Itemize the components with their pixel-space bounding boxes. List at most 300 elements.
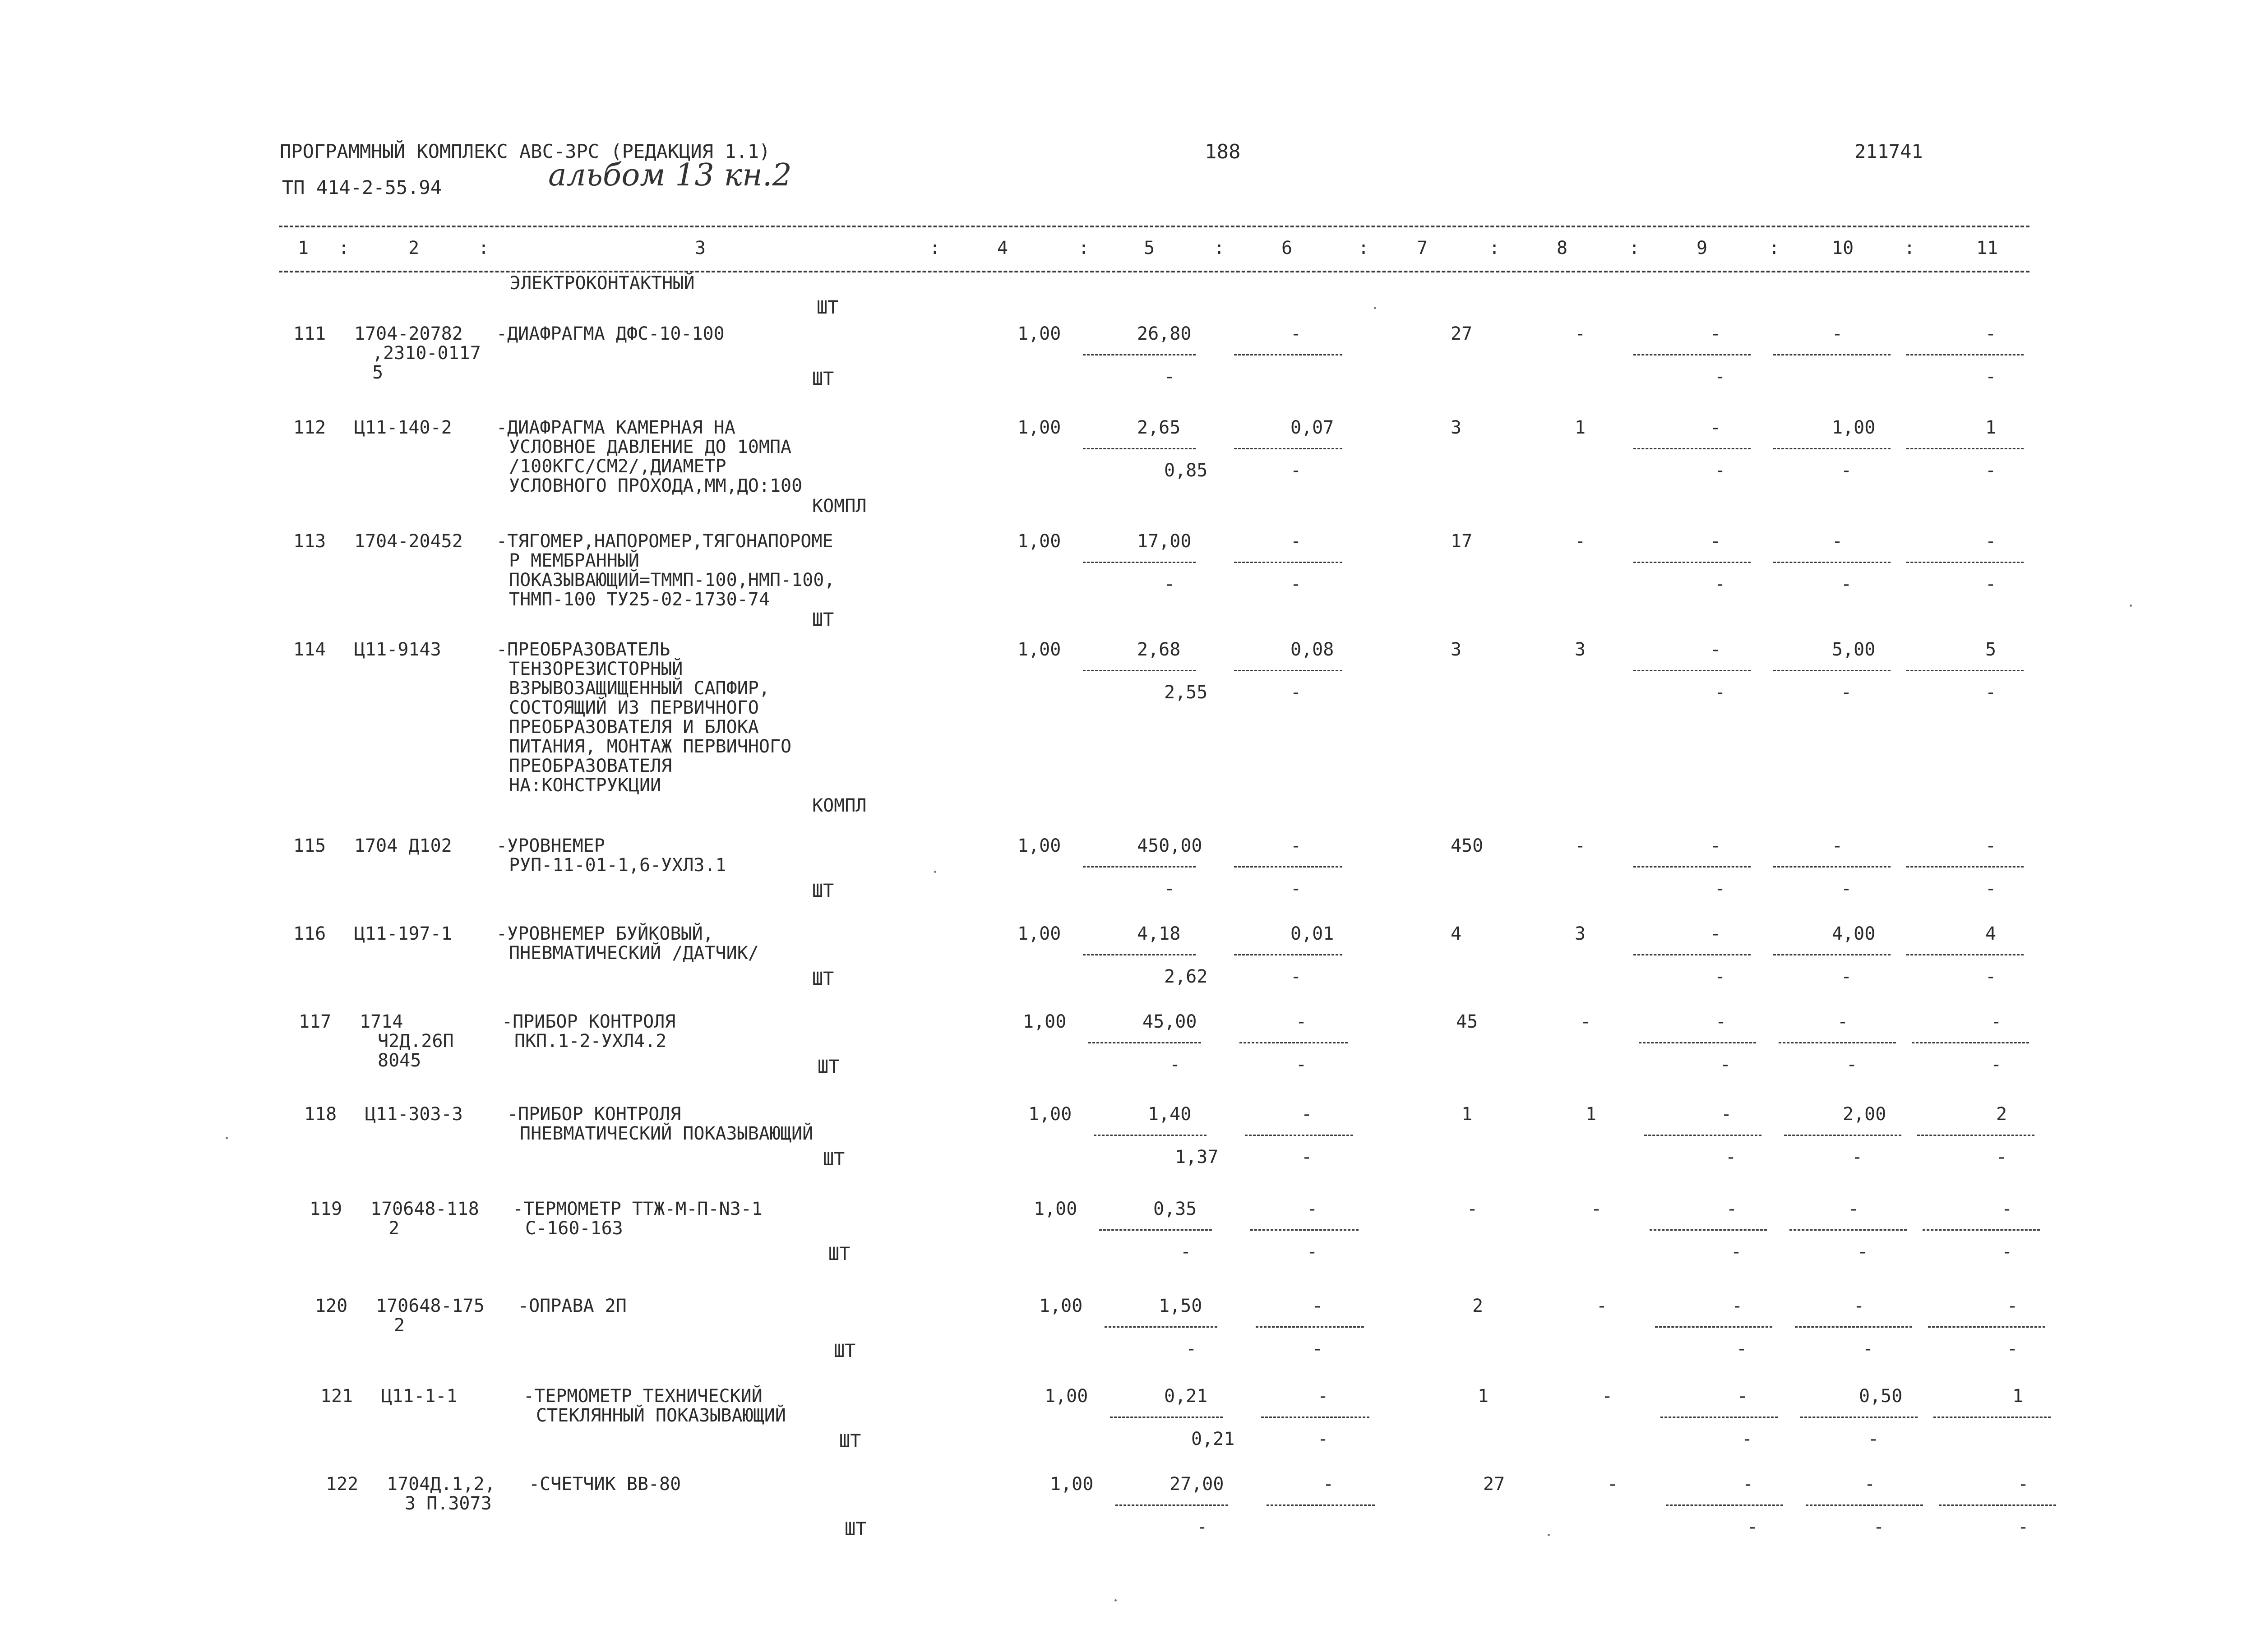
col9-secondary: - bbox=[1736, 1338, 1747, 1359]
col5-underline bbox=[1083, 448, 1196, 449]
row-number: 116 bbox=[293, 923, 326, 944]
col11-secondary: - bbox=[2007, 1338, 2018, 1359]
col9-secondary: - bbox=[1715, 366, 1726, 387]
col8-value: - bbox=[1575, 323, 1586, 344]
unit-of-measure: ШТ bbox=[845, 1519, 867, 1540]
col10-secondary: - bbox=[1852, 1147, 1863, 1167]
col10-value: - bbox=[1848, 1199, 1859, 1219]
resource-code: Ц11-1-1 bbox=[381, 1386, 458, 1407]
col5-unit-cost: 2,65 bbox=[1137, 417, 1181, 438]
col11-underline bbox=[1906, 354, 2024, 355]
resource-code: Ц11-140-2 bbox=[354, 417, 452, 438]
col5-unit-cost: 17,00 bbox=[1137, 531, 1192, 552]
col4-quantity: 1,00 bbox=[1017, 531, 1061, 552]
item-description: -ТЕРМОМЕТР ТТЖ-М-П-N3-1 bbox=[513, 1199, 763, 1219]
col6-cost-part: - bbox=[1290, 531, 1302, 552]
col8-value: 3 bbox=[1575, 639, 1586, 660]
col5-secondary: 2,55 bbox=[1164, 682, 1208, 703]
col10-value: - bbox=[1864, 1474, 1876, 1495]
row-number: 122 bbox=[326, 1474, 359, 1495]
col8-value: 1 bbox=[1575, 417, 1586, 438]
col6-underline bbox=[1256, 1326, 1364, 1328]
col11-secondary: - bbox=[1985, 682, 1997, 703]
col11-secondary: - bbox=[1985, 966, 1997, 987]
resource-code: 5 bbox=[372, 362, 384, 383]
column-separator: : bbox=[1358, 238, 1369, 258]
col6-underline bbox=[1245, 1135, 1353, 1136]
row-number: 115 bbox=[293, 835, 326, 856]
col5-underline bbox=[1105, 1326, 1217, 1328]
resource-code: ,2310-0117 bbox=[372, 343, 481, 364]
col7-total: 45 bbox=[1456, 1011, 1478, 1032]
unit-of-measure: КОМПЛ bbox=[812, 795, 867, 816]
column-header-11: 11 bbox=[1976, 238, 1998, 258]
item-description: Р МЕМБРАННЫЙ bbox=[509, 550, 639, 571]
resource-code: 1704 Д102 bbox=[354, 835, 452, 856]
col8-value: 3 bbox=[1575, 923, 1586, 944]
col8-value: - bbox=[1607, 1474, 1618, 1495]
col10-value: 5,00 bbox=[1832, 639, 1876, 660]
col9-secondary: - bbox=[1747, 1517, 1758, 1537]
col9-secondary: - bbox=[1715, 574, 1726, 595]
column-header-9: 9 bbox=[1697, 238, 1708, 258]
col11-secondary: - bbox=[1985, 878, 1997, 899]
unit-of-measure: ШТ bbox=[812, 881, 834, 901]
item-description: ПРЕОБРАЗОВАТЕЛЯ И БЛОКА bbox=[509, 717, 759, 738]
col10-underline bbox=[1773, 448, 1891, 449]
col8-value: - bbox=[1602, 1386, 1613, 1407]
handwritten-note: альбом 13 кн.2 bbox=[548, 157, 792, 193]
col10-secondary: - bbox=[1841, 460, 1852, 481]
resource-code: 170648-175 bbox=[376, 1296, 485, 1316]
col9-underline bbox=[1655, 1326, 1772, 1328]
col9-value: - bbox=[1710, 639, 1721, 660]
column-header-6: 6 bbox=[1281, 238, 1293, 258]
col9-value: - bbox=[1743, 1474, 1754, 1495]
col6-secondary: - bbox=[1290, 682, 1302, 703]
col6-cost-part: 0,07 bbox=[1290, 417, 1334, 438]
col11-underline bbox=[1928, 1326, 2045, 1328]
col10-underline bbox=[1795, 1326, 1912, 1328]
col6-cost-part: - bbox=[1307, 1199, 1318, 1219]
col9-secondary: - bbox=[1731, 1241, 1742, 1262]
col10-secondary: - bbox=[1863, 1338, 1874, 1359]
col9-secondary: - bbox=[1715, 682, 1726, 703]
col5-unit-cost: 0,21 bbox=[1164, 1386, 1208, 1407]
col6-secondary: - bbox=[1318, 1429, 1329, 1449]
col10-secondary: - bbox=[1841, 682, 1852, 703]
resource-code: 2 bbox=[394, 1315, 405, 1336]
col10-value: - bbox=[1837, 1011, 1849, 1032]
col7-total: 3 bbox=[1451, 639, 1462, 660]
item-description: ТНМП-100 ТУ25-02-1730-74 bbox=[509, 589, 770, 610]
col10-secondary: - bbox=[1846, 1054, 1858, 1075]
unit-of-measure: ШТ bbox=[834, 1341, 856, 1361]
col10-underline bbox=[1779, 1042, 1896, 1043]
unit-of-measure: КОМПЛ bbox=[812, 496, 867, 517]
col6-cost-part: 0,08 bbox=[1290, 639, 1334, 660]
item-description: -СЧЕТЧИК ВВ-80 bbox=[529, 1474, 681, 1495]
col6-underline bbox=[1234, 866, 1342, 868]
col9-value: - bbox=[1710, 323, 1721, 344]
col4-quantity: 1,00 bbox=[1017, 639, 1061, 660]
col5-secondary: 0,85 bbox=[1164, 460, 1208, 481]
col6-underline bbox=[1250, 1229, 1359, 1231]
col5-secondary: - bbox=[1180, 1241, 1192, 1262]
col4-quantity: 1,00 bbox=[1017, 923, 1061, 944]
col7-total: 4 bbox=[1451, 923, 1462, 944]
col11-underline bbox=[1906, 954, 2024, 955]
col5-secondary: - bbox=[1186, 1338, 1197, 1359]
col6-underline bbox=[1234, 354, 1342, 355]
col4-quantity: 1,00 bbox=[1045, 1386, 1088, 1407]
col9-underline bbox=[1633, 354, 1751, 355]
col4-quantity: 1,00 bbox=[1039, 1296, 1083, 1316]
col10-value: - bbox=[1832, 531, 1843, 552]
resource-code: 2 bbox=[388, 1218, 400, 1239]
row-number: 113 bbox=[293, 531, 326, 552]
column-separator: : bbox=[478, 238, 490, 258]
resource-code: 1704Д.1,2, bbox=[387, 1474, 495, 1495]
resource-code: Ц11-303-3 bbox=[365, 1104, 463, 1125]
col10-secondary: - bbox=[1841, 966, 1852, 987]
col10-underline bbox=[1789, 1229, 1907, 1231]
col9-value: - bbox=[1710, 417, 1721, 438]
col6-secondary: - bbox=[1290, 878, 1302, 899]
col4-quantity: 1,00 bbox=[1017, 323, 1061, 344]
col9-underline bbox=[1666, 1504, 1783, 1506]
col5-underline bbox=[1083, 562, 1196, 563]
col6-cost-part: - bbox=[1312, 1296, 1323, 1316]
item-description: СТЕКЛЯННЫЙ ПОКАЗЫВАЮЩИЙ bbox=[536, 1405, 786, 1426]
col10-secondary: - bbox=[1868, 1429, 1879, 1449]
item-description: ПНЕВМАТИЧЕСКИЙ /ДАТЧИК/ bbox=[509, 943, 759, 964]
col9-value: - bbox=[1726, 1199, 1738, 1219]
col11-secondary: - bbox=[2018, 1517, 2029, 1537]
col9-underline bbox=[1633, 562, 1751, 563]
col6-underline bbox=[1234, 670, 1342, 671]
col5-secondary: - bbox=[1197, 1517, 1208, 1537]
col11-underline bbox=[1906, 448, 2024, 449]
col7-total: 3 bbox=[1451, 417, 1462, 438]
item-description: -ПРЕОБРАЗОВАТЕЛЬ bbox=[496, 639, 670, 660]
scan-speck bbox=[934, 871, 936, 873]
column-header-8: 8 bbox=[1557, 238, 1568, 258]
scan-speck bbox=[226, 1137, 228, 1139]
unit-label: ШТ bbox=[817, 297, 839, 318]
col9-underline bbox=[1660, 1417, 1778, 1418]
col9-underline bbox=[1633, 448, 1751, 449]
col6-secondary: - bbox=[1296, 1054, 1307, 1075]
col5-unit-cost: 1,40 bbox=[1148, 1104, 1192, 1125]
col9-value: - bbox=[1737, 1386, 1748, 1407]
col10-value: 0,50 bbox=[1859, 1386, 1903, 1407]
col6-secondary: - bbox=[1290, 574, 1302, 595]
col10-value: 1,00 bbox=[1832, 417, 1876, 438]
col9-secondary: - bbox=[1715, 878, 1726, 899]
col8-value: - bbox=[1575, 835, 1586, 856]
col9-secondary: - bbox=[1725, 1147, 1737, 1167]
col5-unit-cost: 2,68 bbox=[1137, 639, 1181, 660]
row-number: 119 bbox=[310, 1199, 342, 1219]
item-description: ВЗРЫВОЗАЩИЩЕННЫЙ САПФИР, bbox=[509, 678, 770, 699]
item-description: -ДИАФРАГМА КАМЕРНАЯ НА bbox=[496, 417, 735, 438]
row-number: 112 bbox=[293, 417, 326, 438]
col10-secondary: - bbox=[1857, 1241, 1868, 1262]
col6-underline bbox=[1234, 954, 1342, 955]
unit-of-measure: ШТ bbox=[823, 1149, 845, 1170]
col11-value: - bbox=[2007, 1296, 2018, 1316]
col4-quantity: 1,00 bbox=[1050, 1474, 1094, 1495]
column-header-3: 3 bbox=[695, 238, 706, 258]
item-description: -ТЕРМОМЕТР ТЕХНИЧЕСКИЙ bbox=[523, 1386, 763, 1407]
col7-total: 1 bbox=[1461, 1104, 1473, 1125]
col11-underline bbox=[1939, 1504, 2056, 1506]
col11-value: - bbox=[1991, 1011, 2002, 1032]
resource-code: Ч2Д.26П bbox=[378, 1031, 454, 1052]
col11-underline bbox=[1906, 670, 2024, 671]
col11-value: 1 bbox=[2012, 1386, 2024, 1407]
column-header-7: 7 bbox=[1417, 238, 1428, 258]
resource-code: 1704-20782 bbox=[354, 323, 463, 344]
col6-underline bbox=[1234, 448, 1342, 449]
scan-speck bbox=[1548, 1534, 1550, 1536]
col4-quantity: 1,00 bbox=[1023, 1011, 1067, 1032]
col9-value: - bbox=[1710, 531, 1721, 552]
document-number: 211741 bbox=[1854, 140, 1923, 162]
item-description: ТЕНЗОРЕЗИСТОРНЫЙ bbox=[509, 659, 683, 679]
col11-value: - bbox=[1985, 835, 1997, 856]
page-number: 188 bbox=[1205, 140, 1241, 163]
col11-value: - bbox=[2018, 1474, 2029, 1495]
col9-value: - bbox=[1721, 1104, 1732, 1125]
unit-of-measure: ШТ bbox=[818, 1057, 840, 1077]
col9-value: - bbox=[1715, 1011, 1727, 1032]
col6-secondary: - bbox=[1307, 1241, 1318, 1262]
col8-value: - bbox=[1596, 1296, 1608, 1316]
col4-quantity: 1,00 bbox=[1028, 1104, 1072, 1125]
col7-total: 2 bbox=[1472, 1296, 1484, 1316]
column-separator: : bbox=[929, 238, 941, 258]
col6-secondary: - bbox=[1312, 1338, 1323, 1359]
unit-of-measure: ШТ bbox=[812, 969, 834, 989]
scan-speck bbox=[1114, 1599, 1117, 1601]
col10-underline bbox=[1773, 670, 1891, 671]
col5-underline bbox=[1110, 1417, 1223, 1418]
row-number: 118 bbox=[304, 1104, 337, 1125]
col10-underline bbox=[1800, 1417, 1918, 1418]
col11-underline bbox=[1906, 562, 2024, 563]
col10-underline bbox=[1806, 1504, 1923, 1506]
item-description: -ПРИБОР КОНТРОЛЯ bbox=[502, 1011, 676, 1032]
col5-unit-cost: 450,00 bbox=[1137, 835, 1202, 856]
col5-secondary: 2,62 bbox=[1164, 966, 1208, 987]
scan-speck bbox=[1374, 307, 1376, 309]
item-description: ПКП.1-2-УХЛ4.2 bbox=[514, 1031, 667, 1052]
col10-value: 4,00 bbox=[1832, 923, 1876, 944]
col9-value: - bbox=[1710, 835, 1721, 856]
resource-code: 1714 bbox=[360, 1011, 403, 1032]
resource-code: 8045 bbox=[378, 1050, 421, 1071]
column-header-4: 4 bbox=[997, 238, 1008, 258]
program-title: ПРОГРАММНЫЙ КОМПЛЕКС АВС-ЗРС (РЕДАКЦИЯ 1.1) bbox=[280, 140, 771, 162]
col10-underline bbox=[1773, 866, 1891, 868]
col6-secondary: - bbox=[1290, 966, 1302, 987]
column-separator: : bbox=[1078, 238, 1090, 258]
unit-of-measure: ШТ bbox=[828, 1244, 851, 1264]
col6-cost-part: - bbox=[1323, 1474, 1334, 1495]
col9-secondary: - bbox=[1715, 966, 1726, 987]
col6-cost-part: 0,01 bbox=[1290, 923, 1334, 944]
col11-value: 2 bbox=[1996, 1104, 2007, 1125]
scan-speck bbox=[2130, 605, 2132, 607]
item-description: ПНЕВМАТИЧЕСКИЙ ПОКАЗЫВАЮЩИЙ bbox=[520, 1123, 814, 1144]
row-number: 111 bbox=[293, 323, 326, 344]
unit-of-measure: ШТ bbox=[812, 609, 834, 630]
unit-of-measure: ШТ bbox=[812, 369, 834, 389]
col9-secondary: - bbox=[1720, 1054, 1731, 1075]
col10-value: - bbox=[1854, 1296, 1865, 1316]
col7-total: 27 bbox=[1483, 1474, 1505, 1495]
col11-value: 5 bbox=[1985, 639, 1997, 660]
col5-secondary: - bbox=[1164, 878, 1175, 899]
item-description: СОСТОЯЩИЙ ИЗ ПЕРВИЧНОГО bbox=[509, 697, 759, 718]
col6-cost-part: - bbox=[1290, 835, 1302, 856]
col4-quantity: 1,00 bbox=[1017, 835, 1061, 856]
col5-underline bbox=[1094, 1135, 1207, 1136]
col10-value: 2,00 bbox=[1843, 1104, 1886, 1125]
col10-underline bbox=[1773, 954, 1891, 955]
column-header-2: 2 bbox=[408, 238, 420, 258]
col7-total: - bbox=[1467, 1199, 1478, 1219]
col11-secondary: - bbox=[1991, 1054, 2002, 1075]
col5-underline bbox=[1115, 1504, 1228, 1506]
col5-underline bbox=[1083, 354, 1196, 355]
col4-quantity: 1,00 bbox=[1034, 1199, 1077, 1219]
col9-secondary: - bbox=[1715, 460, 1726, 481]
col11-value: - bbox=[1985, 531, 1997, 552]
col7-total: 1 bbox=[1478, 1386, 1489, 1407]
item-description: С-160-163 bbox=[525, 1218, 623, 1239]
col7-total: 17 bbox=[1451, 531, 1473, 552]
col10-underline bbox=[1773, 562, 1891, 563]
row-number: 117 bbox=[299, 1011, 332, 1032]
col9-underline bbox=[1650, 1229, 1767, 1231]
item-description: УСЛОВНОГО ПРОХОДА,ММ,ДО:100 bbox=[509, 475, 803, 496]
col5-secondary: - bbox=[1164, 574, 1175, 595]
col7-total: 450 bbox=[1451, 835, 1484, 856]
column-separator: : bbox=[1214, 238, 1225, 258]
column-separator: : bbox=[1904, 238, 1915, 258]
col11-underline bbox=[1906, 866, 2024, 868]
col8-value: 1 bbox=[1586, 1104, 1597, 1125]
continuation-text: ЭЛЕКТРОКОНТАКТНЫЙ bbox=[510, 273, 695, 294]
col10-secondary: - bbox=[1873, 1517, 1885, 1537]
item-description: -ДИАФРАГМА ДФС-10-100 bbox=[496, 323, 725, 344]
col6-underline bbox=[1239, 1042, 1348, 1043]
item-description: -ОПРАВА 2П bbox=[518, 1296, 627, 1316]
col5-underline bbox=[1083, 866, 1196, 868]
col11-value: 1 bbox=[1985, 417, 1997, 438]
col11-secondary: - bbox=[1996, 1147, 2007, 1167]
col10-value: - bbox=[1832, 835, 1843, 856]
col5-unit-cost: 4,18 bbox=[1137, 923, 1181, 944]
resource-code: Ц11-197-1 bbox=[354, 923, 452, 944]
item-description: -ПРИБОР КОНТРОЛЯ bbox=[507, 1104, 681, 1125]
col10-secondary: - bbox=[1841, 574, 1852, 595]
col11-underline bbox=[1923, 1229, 2040, 1231]
col9-underline bbox=[1633, 866, 1751, 868]
col6-cost-part: - bbox=[1290, 323, 1302, 344]
col5-underline bbox=[1099, 1229, 1212, 1231]
col11-secondary: - bbox=[1985, 574, 1997, 595]
item-description: НА:КОНСТРУКЦИИ bbox=[509, 775, 661, 796]
col8-value: - bbox=[1575, 531, 1586, 552]
col6-secondary: - bbox=[1301, 1147, 1313, 1167]
item-description: -УРОВНЕМЕР БУЙКОВЫЙ, bbox=[496, 923, 714, 944]
row-number: 121 bbox=[320, 1386, 353, 1407]
item-description: УСЛОВНОЕ ДАВЛЕНИЕ ДО 10МПА bbox=[509, 437, 792, 457]
col8-value: - bbox=[1580, 1011, 1591, 1032]
col5-unit-cost: 26,80 bbox=[1137, 323, 1192, 344]
col11-value: - bbox=[2002, 1199, 2013, 1219]
unit-of-measure: ШТ bbox=[839, 1431, 861, 1452]
resource-code: Ц11-9143 bbox=[354, 639, 441, 660]
col5-unit-cost: 0,35 bbox=[1153, 1199, 1197, 1219]
item-description: /100КГС/СМ2/,ДИАМЕТР bbox=[509, 456, 726, 477]
item-description: -УРОВНЕМЕР bbox=[496, 835, 605, 856]
item-description: ПРЕОБРАЗОВАТЕЛЯ bbox=[509, 756, 672, 776]
col11-underline bbox=[1912, 1042, 2029, 1043]
col5-unit-cost: 1,50 bbox=[1159, 1296, 1202, 1316]
resource-code: 3 П.3073 bbox=[405, 1493, 492, 1514]
column-separator: : bbox=[1769, 238, 1780, 258]
col6-underline bbox=[1267, 1504, 1375, 1506]
column-header-5: 5 bbox=[1144, 238, 1155, 258]
col9-underline bbox=[1633, 954, 1751, 955]
col5-secondary: 0,21 bbox=[1191, 1429, 1235, 1449]
col4-quantity: 1,00 bbox=[1017, 417, 1061, 438]
col5-underline bbox=[1083, 670, 1196, 671]
column-separator: : bbox=[1489, 238, 1500, 258]
item-description: ПИТАНИЯ, МОНТАЖ ПЕРВИЧНОГО bbox=[509, 736, 792, 757]
column-header-1: 1 bbox=[298, 238, 309, 258]
item-description: ПОКАЗЫВАЮЩИЙ=ТММП-100,НМП-100, bbox=[509, 570, 835, 591]
col6-cost-part: - bbox=[1318, 1386, 1329, 1407]
col11-secondary: - bbox=[2002, 1241, 2013, 1262]
resource-code: 1704-20452 bbox=[354, 531, 463, 552]
col5-unit-cost: 27,00 bbox=[1170, 1474, 1224, 1495]
col11-underline bbox=[1917, 1135, 2034, 1136]
col10-secondary: - bbox=[1841, 878, 1852, 899]
col5-secondary: - bbox=[1170, 1054, 1181, 1075]
header-rule-top bbox=[279, 226, 2029, 227]
col11-value: - bbox=[1985, 323, 1997, 344]
header-rule-bottom bbox=[279, 271, 2029, 272]
col9-underline bbox=[1633, 670, 1751, 671]
row-number: 120 bbox=[315, 1296, 348, 1316]
col6-secondary: - bbox=[1290, 460, 1302, 481]
col9-secondary: - bbox=[1742, 1429, 1753, 1449]
col5-secondary: - bbox=[1164, 366, 1175, 387]
col11-secondary: - bbox=[1985, 366, 1997, 387]
col10-underline bbox=[1773, 354, 1891, 355]
column-separator: : bbox=[1629, 238, 1640, 258]
col5-secondary: 1,37 bbox=[1175, 1147, 1219, 1167]
col5-underline bbox=[1083, 954, 1196, 955]
resource-code: 170648-118 bbox=[370, 1199, 479, 1219]
item-description: -ТЯГОМЕР,НАПОРОМЕР,ТЯГОНАПОРОМЕ bbox=[496, 531, 833, 552]
